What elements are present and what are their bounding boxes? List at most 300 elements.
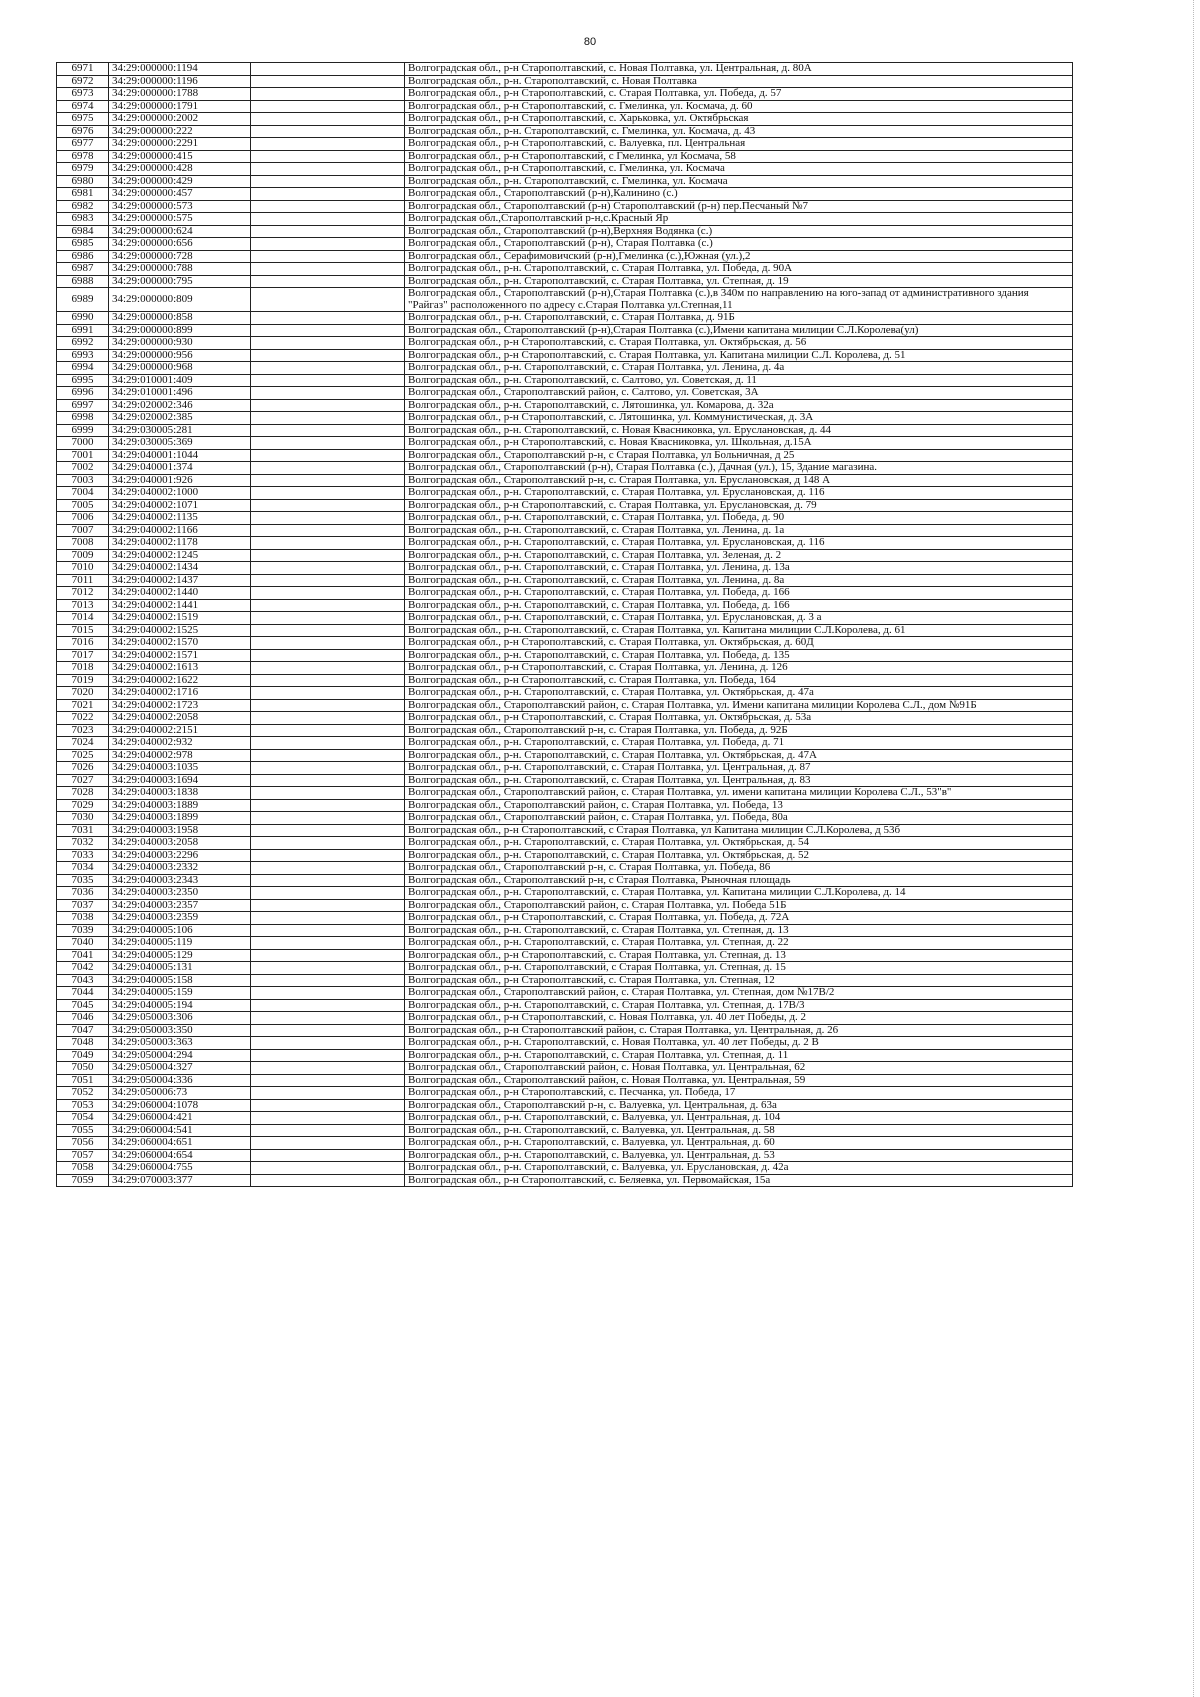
cadastral-number-cell: 34:29:040003:1035 <box>109 762 251 775</box>
empty-cell <box>251 1024 405 1037</box>
row-number-cell: 6993 <box>57 349 109 362</box>
empty-cell <box>251 612 405 625</box>
address-cell: Волгоградская обл., р-н. Старополтавский, с. Валуевка, ул. Центральная, д. 104 <box>405 1112 1073 1125</box>
table-row <box>57 849 1073 862</box>
row-number-cell: 6989 <box>57 288 109 312</box>
empty-cell <box>251 749 405 762</box>
table-row <box>57 862 1073 875</box>
table-row <box>57 113 1073 126</box>
table-row <box>57 562 1073 575</box>
table-row <box>57 774 1073 787</box>
cadastral-number-cell: 34:29:050006:73 <box>109 1087 251 1100</box>
empty-cell <box>251 874 405 887</box>
cadastral-number-cell: 34:29:000000:956 <box>109 349 251 362</box>
cadastral-number-cell: 34:29:010001:409 <box>109 374 251 387</box>
row-number-cell: 7000 <box>57 437 109 450</box>
row-number-cell: 7021 <box>57 699 109 712</box>
address-cell: Волгоградская обл., р-н. Старополтавский, с. Старая Полтавка, ул. Ленина, д. 1а <box>405 524 1073 537</box>
empty-cell <box>251 562 405 575</box>
address-cell: Волгоградская обл., Серафимовичский (р-н),Гмелинка (с.),Южная (ул.),2 <box>405 250 1073 263</box>
row-number-cell: 7043 <box>57 974 109 987</box>
cadastral-number-cell: 34:29:040003:2357 <box>109 899 251 912</box>
address-cell: Волгоградская обл., р-н Старополтавский, с. Старая Полтавка, ул. Еруслановская, д. 79 <box>405 499 1073 512</box>
cadastral-number-cell: 34:29:060004:1078 <box>109 1099 251 1112</box>
address-cell: Волгоградская обл., р-н. Старополтавский, с. Старая Полтавка, ул. Победа, д. 71 <box>405 737 1073 750</box>
address-cell: Волгоградская обл., р-н. Старополтавский, с. Новая Полтавка, ул. 40 лет Победы, д. 2 В <box>405 1037 1073 1050</box>
row-number-cell: 7047 <box>57 1024 109 1037</box>
empty-cell <box>251 912 405 925</box>
cadastral-number-cell: 34:29:040003:1694 <box>109 774 251 787</box>
address-cell: Волгоградская обл., р-н. Старополтавский, с. Старая Полтавка, ул. Еруслановская, д. 3 а <box>405 612 1073 625</box>
empty-cell <box>251 462 405 475</box>
cadastral-number-cell: 34:29:000000:2291 <box>109 138 251 151</box>
row-number-cell: 7024 <box>57 737 109 750</box>
row-number-cell: 7017 <box>57 649 109 662</box>
cadastral-number-cell: 34:29:040002:2058 <box>109 712 251 725</box>
row-number-cell: 7008 <box>57 537 109 550</box>
address-cell: Волгоградская обл., р-н. Старополтавский, с Старая Полтавка, ул. Степная, д. 15 <box>405 962 1073 975</box>
table-row <box>57 624 1073 637</box>
address-cell: Волгоградская обл., р-н. Старополтавский, с. Старая Полтавка, ул. Октябрьская, д. 47А <box>405 749 1073 762</box>
empty-cell <box>251 150 405 163</box>
table-row <box>57 537 1073 550</box>
empty-cell <box>251 512 405 525</box>
cadastral-number-cell: 34:29:000000:1196 <box>109 75 251 88</box>
empty-cell <box>251 587 405 600</box>
address-cell: Волгоградская обл., р-н Старополтавский, с. Валуевка, пл. Центральная <box>405 138 1073 151</box>
address-cell: Волгоградская обл., р-н Старополтавский, с. Старая Полтавка, ул. Октябрьская, д. 60Д <box>405 637 1073 650</box>
empty-cell <box>251 1012 405 1025</box>
address-cell: Волгоградская обл., р-н. Старополтавский, с. Валуевка, ул. Центральная, д. 53 <box>405 1149 1073 1162</box>
cadastral-number-cell: 34:29:000000:575 <box>109 213 251 226</box>
table-row <box>57 100 1073 113</box>
table-row <box>57 924 1073 937</box>
cadastral-number-cell: 34:29:000000:809 <box>109 288 251 312</box>
empty-cell <box>251 862 405 875</box>
empty-cell <box>251 188 405 201</box>
row-number-cell: 7001 <box>57 449 109 462</box>
empty-cell <box>251 924 405 937</box>
row-number-cell: 6991 <box>57 324 109 337</box>
table-row <box>57 649 1073 662</box>
empty-cell <box>251 774 405 787</box>
cadastral-number-cell: 34:29:040005:159 <box>109 987 251 1000</box>
address-cell: Волгоградская обл., р-н Старополтавский, с. Старая Полтавка, ул. Степная, д. 13 <box>405 949 1073 962</box>
cadastral-number-cell: 34:29:010001:496 <box>109 387 251 400</box>
table-row <box>57 163 1073 176</box>
row-number-cell: 6987 <box>57 263 109 276</box>
empty-cell <box>251 699 405 712</box>
empty-cell <box>251 1062 405 1075</box>
empty-cell <box>251 537 405 550</box>
empty-cell <box>251 1162 405 1175</box>
cadastral-number-cell: 34:29:000000:429 <box>109 175 251 188</box>
table-row <box>57 874 1073 887</box>
row-number-cell: 7010 <box>57 562 109 575</box>
table-row <box>57 1062 1073 1075</box>
cadastral-number-cell: 34:29:040005:106 <box>109 924 251 937</box>
cadastral-number-cell: 34:29:040002:1178 <box>109 537 251 550</box>
row-number-cell: 6975 <box>57 113 109 126</box>
row-number-cell: 7026 <box>57 762 109 775</box>
table-row <box>57 549 1073 562</box>
row-number-cell: 7004 <box>57 487 109 500</box>
cadastral-number-cell: 34:29:060004:654 <box>109 1149 251 1162</box>
empty-cell <box>251 799 405 812</box>
cadastral-number-cell: 34:29:000000:795 <box>109 275 251 288</box>
cadastral-number-cell: 34:29:050004:294 <box>109 1049 251 1062</box>
row-number-cell: 7029 <box>57 799 109 812</box>
table-row <box>57 1012 1073 1025</box>
table-row <box>57 687 1073 700</box>
table-row <box>57 524 1073 537</box>
address-cell: Волгоградская обл., р-н. Старополтавский, с. Старая Полтавка, ул. Капитана милиции С.Л.Королева, д. 14 <box>405 887 1073 900</box>
cadastral-number-cell: 34:29:040002:1622 <box>109 674 251 687</box>
empty-cell <box>251 138 405 151</box>
address-cell: Волгоградская обл., Старополтавский р-н, с. Старая Полтавка, ул. Победа, д. 92Б <box>405 724 1073 737</box>
empty-cell <box>251 599 405 612</box>
row-number-cell: 6972 <box>57 75 109 88</box>
address-cell: Волгоградская обл., р-н Старополтавский, с Старая Полтавка, ул Капитана милиции С.Л.Королева, д 53б <box>405 824 1073 837</box>
table-row <box>57 887 1073 900</box>
row-number-cell: 7045 <box>57 999 109 1012</box>
empty-cell <box>251 288 405 312</box>
cadastral-number-cell: 34:29:060004:541 <box>109 1124 251 1137</box>
address-cell: Волгоградская обл., Старополтавский район, с. Салтово, ул. Советская, 3А <box>405 387 1073 400</box>
empty-cell <box>251 312 405 325</box>
registry-table-body <box>57 63 1073 1187</box>
empty-cell <box>251 574 405 587</box>
address-cell: Волгоградская обл., Старополтавский р-н, с. Старая Полтавка, ул. Победа, 86 <box>405 862 1073 875</box>
cadastral-number-cell: 34:29:040002:1434 <box>109 562 251 575</box>
cadastral-number-cell: 34:29:050004:327 <box>109 1062 251 1075</box>
row-number-cell: 7023 <box>57 724 109 737</box>
scan-edge-line <box>1193 0 1200 1697</box>
empty-cell <box>251 987 405 1000</box>
empty-cell <box>251 787 405 800</box>
row-number-cell: 7057 <box>57 1149 109 1162</box>
table-row <box>57 424 1073 437</box>
address-cell: Волгоградская обл.,Старополтавский р-н,с.Красный Яр <box>405 213 1073 226</box>
cadastral-number-cell: 34:29:040001:926 <box>109 474 251 487</box>
address-cell: Волгоградская обл., Старополтавский район, с. Старая Полтавка, ул. имени капитана милиции Королева С.Л., 53"в" <box>405 787 1073 800</box>
table-row <box>57 150 1073 163</box>
empty-cell <box>251 113 405 126</box>
address-cell: Волгоградская обл., р-н. Старополтавский, с. Новая Полтавка <box>405 75 1073 88</box>
cadastral-number-cell: 34:29:040003:2058 <box>109 837 251 850</box>
address-cell: Волгоградская обл., Старополтавский (р-н),Верхняя Водянка (с.) <box>405 225 1073 238</box>
address-cell: Волгоградская обл., р-н Старополтавский, с. Лятошинка, ул. Коммунистическая, д. 3А <box>405 412 1073 425</box>
table-row <box>57 574 1073 587</box>
address-cell: Волгоградская обл., р-н Старополтавский, с. Харьковка, ул. Октябрьская <box>405 113 1073 126</box>
empty-cell <box>251 724 405 737</box>
table-row <box>57 499 1073 512</box>
row-number-cell: 6988 <box>57 275 109 288</box>
row-number-cell: 7027 <box>57 774 109 787</box>
row-number-cell: 7009 <box>57 549 109 562</box>
empty-cell <box>251 1124 405 1137</box>
address-cell: Волгоградская обл., р-н. Старополтавский, с. Валуевка, ул. Еруслановская, д. 42а <box>405 1162 1073 1175</box>
cadastral-number-cell: 34:29:040002:1166 <box>109 524 251 537</box>
table-row <box>57 225 1073 238</box>
empty-cell <box>251 549 405 562</box>
address-cell: Волгоградская обл., р-н Старополтавский, с. Старая Полтавка, ул. Ленина, д. 126 <box>405 662 1073 675</box>
cadastral-number-cell: 34:29:040002:932 <box>109 737 251 750</box>
row-number-cell: 7046 <box>57 1012 109 1025</box>
cadastral-number-cell: 34:29:000000:788 <box>109 263 251 276</box>
cadastral-number-cell: 34:29:050003:350 <box>109 1024 251 1037</box>
cadastral-number-cell: 34:29:030005:281 <box>109 424 251 437</box>
cadastral-number-cell: 34:29:000000:968 <box>109 362 251 375</box>
address-cell: Волгоградская обл., р-н. Старополтавский, с. Новая Квасниковка, ул. Еруслановская, д. 44 <box>405 424 1073 437</box>
table-row <box>57 737 1073 750</box>
empty-cell <box>251 737 405 750</box>
table-row <box>57 762 1073 775</box>
row-number-cell: 6997 <box>57 399 109 412</box>
address-cell: Волгоградская обл., Старополтавский (р-н) Старополтавский (р-н) пер.Песчаный №7 <box>405 200 1073 213</box>
table-row <box>57 837 1073 850</box>
row-number-cell: 7022 <box>57 712 109 725</box>
table-row <box>57 1112 1073 1125</box>
cadastral-number-cell: 34:29:000000:1791 <box>109 100 251 113</box>
address-cell: Волгоградская обл., р-н Старополтавский, с. Новая Квасниковка, ул. Школьная, д.15А <box>405 437 1073 450</box>
address-cell: Волгоградская обл., р-н. Старополтавский, с. Лятошинка, ул. Комарова, д. 32а <box>405 399 1073 412</box>
address-cell: Волгоградская обл., р-н. Старополтавский, с. Старая Полтавка, ул. Ленина, д. 4а <box>405 362 1073 375</box>
row-number-cell: 7006 <box>57 512 109 525</box>
table-row <box>57 250 1073 263</box>
table-row <box>57 1162 1073 1175</box>
table-row <box>57 787 1073 800</box>
cadastral-number-cell: 34:29:040003:1958 <box>109 824 251 837</box>
row-number-cell: 7038 <box>57 912 109 925</box>
empty-cell <box>251 412 405 425</box>
cadastral-number-cell: 34:29:000000:222 <box>109 125 251 138</box>
address-cell: Волгоградская обл., р-н Старополтавский, с. Старая Полтавка, ул. Октябрьская, д. 53а <box>405 712 1073 725</box>
cadastral-number-cell: 34:29:040005:119 <box>109 937 251 950</box>
table-row <box>57 213 1073 226</box>
table-row <box>57 724 1073 737</box>
address-cell: Волгоградская обл., р-н Старополтавский, с. Беляевка, ул. Первомайская, 15а <box>405 1174 1073 1187</box>
address-cell: Волгоградская обл., р-н. Старополтавский, с. Старая Полтавка, ул. Победа, д. 90А <box>405 263 1073 276</box>
row-number-cell: 7034 <box>57 862 109 875</box>
empty-cell <box>251 1099 405 1112</box>
table-row <box>57 637 1073 650</box>
cadastral-number-cell: 34:29:000000:573 <box>109 200 251 213</box>
table-row <box>57 263 1073 276</box>
row-number-cell: 6978 <box>57 150 109 163</box>
address-cell: Волгоградская обл., Старополтавский район, с. Новая Полтавка, ул. Центральная, 59 <box>405 1074 1073 1087</box>
cadastral-number-cell: 34:29:040003:1899 <box>109 812 251 825</box>
address-cell: Волгоградская обл., р-н. Старополтавский, с. Валуевка, ул. Центральная, д. 60 <box>405 1137 1073 1150</box>
address-cell: Волгоградская обл., р-н. Старополтавский, с. Старая Полтавка, ул. Победа, д. 166 <box>405 599 1073 612</box>
cadastral-number-cell: 34:29:040003:2343 <box>109 874 251 887</box>
row-number-cell: 6990 <box>57 312 109 325</box>
row-number-cell: 7032 <box>57 837 109 850</box>
address-cell: Волгоградская обл., Старополтавский район, с. Старая Полтавка, ул. Победа, 80а <box>405 812 1073 825</box>
address-cell: Волгоградская обл., р-н. Старополтавский, с. Старая Полтавка, ул. Степная, д. 13 <box>405 924 1073 937</box>
row-number-cell: 6986 <box>57 250 109 263</box>
row-number-cell: 7018 <box>57 662 109 675</box>
cadastral-number-cell: 34:29:070003:377 <box>109 1174 251 1187</box>
table-row <box>57 125 1073 138</box>
address-cell: Волгоградская обл., р-н Старополтавский, с. Песчанка, ул. Победа, 17 <box>405 1087 1073 1100</box>
row-number-cell: 7056 <box>57 1137 109 1150</box>
cadastral-number-cell: 34:29:020002:385 <box>109 412 251 425</box>
empty-cell <box>251 762 405 775</box>
row-number-cell: 7030 <box>57 812 109 825</box>
row-number-cell: 7005 <box>57 499 109 512</box>
address-cell: Волгоградская обл., р-н Старополтавский, с. Новая Полтавка, ул. 40 лет Победы, д. 2 <box>405 1012 1073 1025</box>
cadastral-number-cell: 34:29:040003:1889 <box>109 799 251 812</box>
table-row <box>57 238 1073 251</box>
address-cell: Волгоградская обл., р-н. Старополтавский, с. Старая Полтавка, ул. Еруслановская, д. 116 <box>405 537 1073 550</box>
table-row <box>57 474 1073 487</box>
row-number-cell: 7049 <box>57 1049 109 1062</box>
row-number-cell: 7036 <box>57 887 109 900</box>
cadastral-number-cell: 34:29:040002:1437 <box>109 574 251 587</box>
empty-cell <box>251 225 405 238</box>
empty-cell <box>251 125 405 138</box>
address-cell: Волгоградская обл., Старополтавский (р-н),Старая Полтавка (с.),Имени капитана милиции С.Л.Королева(ул) <box>405 324 1073 337</box>
table-row <box>57 1174 1073 1187</box>
empty-cell <box>251 1137 405 1150</box>
table-row <box>57 699 1073 712</box>
cadastral-number-cell: 34:29:000000:728 <box>109 250 251 263</box>
row-number-cell: 7020 <box>57 687 109 700</box>
empty-cell <box>251 1149 405 1162</box>
empty-cell <box>251 175 405 188</box>
table-row <box>57 824 1073 837</box>
row-number-cell: 6984 <box>57 225 109 238</box>
table-row <box>57 1149 1073 1162</box>
empty-cell <box>251 263 405 276</box>
row-number-cell: 7048 <box>57 1037 109 1050</box>
address-cell: Волгоградская обл., р-н Старополтавский, с. Гмелинка, ул. Космача <box>405 163 1073 176</box>
table-row <box>57 749 1073 762</box>
table-row <box>57 63 1073 76</box>
row-number-cell: 7033 <box>57 849 109 862</box>
table-row <box>57 288 1073 312</box>
empty-cell <box>251 824 405 837</box>
cadastral-number-cell: 34:29:000000:656 <box>109 238 251 251</box>
table-row <box>57 1137 1073 1150</box>
table-row <box>57 1024 1073 1037</box>
address-cell: Волгоградская обл., р-н Старополтавский, с. Старая Полтавка, ул. Октябрьская, д. 56 <box>405 337 1073 350</box>
empty-cell <box>251 250 405 263</box>
row-number-cell: 6994 <box>57 362 109 375</box>
table-row <box>57 1074 1073 1087</box>
table-row <box>57 324 1073 337</box>
cadastral-number-cell: 34:29:040005:131 <box>109 962 251 975</box>
table-row <box>57 312 1073 325</box>
row-number-cell: 7013 <box>57 599 109 612</box>
address-cell: Волгоградская обл., Старополтавский р-н, с. Валуевка, ул. Центральная, д. 63а <box>405 1099 1073 1112</box>
row-number-cell: 7035 <box>57 874 109 887</box>
address-cell: Волгоградская обл., р-н Старополтавский, с. Старая Полтавка, ул. Победа, д. 72А <box>405 912 1073 925</box>
empty-cell <box>251 75 405 88</box>
address-cell: Волгоградская обл., Старополтавский (р-н), Старая Полтавка (с.) <box>405 238 1073 251</box>
table-row <box>57 587 1073 600</box>
row-number-cell: 7041 <box>57 949 109 962</box>
cadastral-number-cell: 34:29:040005:158 <box>109 974 251 987</box>
table-row <box>57 175 1073 188</box>
empty-cell <box>251 424 405 437</box>
address-cell: Волгоградская обл., р-н Старополтавский, с Гмелинка, ул Космача, 58 <box>405 150 1073 163</box>
address-cell: Волгоградская обл., р-н Старополтавский, с. Гмелинка, ул. Космача, д. 60 <box>405 100 1073 113</box>
empty-cell <box>251 637 405 650</box>
empty-cell <box>251 449 405 462</box>
address-cell: Волгоградская обл., Старополтавский (р-н),Старая Полтавка (с.),в 340м по направлению на юго-запад от административного здания "Райгаз" расположенного по адресу с.Старая Полтавка ул.Степная,11 <box>405 288 1073 312</box>
cadastral-number-cell: 34:29:040002:1071 <box>109 499 251 512</box>
empty-cell <box>251 687 405 700</box>
row-number-cell: 7050 <box>57 1062 109 1075</box>
row-number-cell: 6999 <box>57 424 109 437</box>
cadastral-number-cell: 34:29:000000:930 <box>109 337 251 350</box>
cadastral-number-cell: 34:29:000000:1194 <box>109 63 251 76</box>
cadastral-number-cell: 34:29:000000:2002 <box>109 113 251 126</box>
cadastral-number-cell: 34:29:040003:2350 <box>109 887 251 900</box>
cadastral-number-cell: 34:29:040002:1716 <box>109 687 251 700</box>
table-row <box>57 275 1073 288</box>
address-cell: Волгоградская обл., р-н Старополтавский район, с. Старая Полтавка, ул. Центральная, д. 26 <box>405 1024 1073 1037</box>
row-number-cell: 6985 <box>57 238 109 251</box>
row-number-cell: 7012 <box>57 587 109 600</box>
address-cell: Волгоградская обл., р-н. Старополтавский, с. Валуевка, ул. Центральная, д. 58 <box>405 1124 1073 1137</box>
table-row <box>57 88 1073 101</box>
cadastral-number-cell: 34:29:040002:1613 <box>109 662 251 675</box>
row-number-cell: 6973 <box>57 88 109 101</box>
row-number-cell: 7054 <box>57 1112 109 1125</box>
cadastral-number-cell: 34:29:060004:421 <box>109 1112 251 1125</box>
empty-cell <box>251 1049 405 1062</box>
row-number-cell: 6983 <box>57 213 109 226</box>
table-row <box>57 374 1073 387</box>
empty-cell <box>251 213 405 226</box>
row-number-cell: 6974 <box>57 100 109 113</box>
cadastral-number-cell: 34:29:040002:1723 <box>109 699 251 712</box>
cadastral-number-cell: 34:29:000000:899 <box>109 324 251 337</box>
cadastral-number-cell: 34:29:000000:624 <box>109 225 251 238</box>
cadastral-number-cell: 34:29:040002:1245 <box>109 549 251 562</box>
address-cell: Волгоградская обл., р-н. Старополтавский, с. Старая Полтавка, ул. Октябрьская, д. 52 <box>405 849 1073 862</box>
address-cell: Волгоградская обл., Старополтавский (р-н), Старая Полтавка (с.), Дачная (ул.), 15, Здание магазина. <box>405 462 1073 475</box>
empty-cell <box>251 275 405 288</box>
row-number-cell: 6998 <box>57 412 109 425</box>
address-cell: Волгоградская обл., р-н. Старополтавский, с. Старая Полтавка, ул. Ленина, д. 8а <box>405 574 1073 587</box>
address-cell: Волгоградская обл., р-н. Старополтавский, с. Старая Полтавка, д. 91Б <box>405 312 1073 325</box>
address-cell: Волгоградская обл., р-н. Старополтавский, с. Старая Полтавка, ул. Центральная, д. 87 <box>405 762 1073 775</box>
address-cell: Волгоградская обл., р-н. Старополтавский, с. Старая Полтавка, ул. Победа, д. 166 <box>405 587 1073 600</box>
empty-cell <box>251 387 405 400</box>
address-cell: Волгоградская обл., р-н. Старополтавский, с. Старая Полтавка, ул. Центральная, д. 83 <box>405 774 1073 787</box>
empty-cell <box>251 337 405 350</box>
empty-cell <box>251 238 405 251</box>
address-cell: Волгоградская обл., р-н. Старополтавский, с. Старая Полтавка, ул. Октябрьская, д. 47а <box>405 687 1073 700</box>
row-number-cell: 7042 <box>57 962 109 975</box>
table-row <box>57 362 1073 375</box>
empty-cell <box>251 1087 405 1100</box>
empty-cell <box>251 1074 405 1087</box>
table-row <box>57 437 1073 450</box>
table-row <box>57 1037 1073 1050</box>
row-number-cell: 7002 <box>57 462 109 475</box>
empty-cell <box>251 437 405 450</box>
cadastral-number-cell: 34:29:050004:336 <box>109 1074 251 1087</box>
address-cell: Волгоградская обл., р-н Старополтавский, с. Старая Полтавка, ул. Капитана милиции С.Л. Королева, д. 51 <box>405 349 1073 362</box>
row-number-cell: 7016 <box>57 637 109 650</box>
empty-cell <box>251 100 405 113</box>
empty-cell <box>251 887 405 900</box>
